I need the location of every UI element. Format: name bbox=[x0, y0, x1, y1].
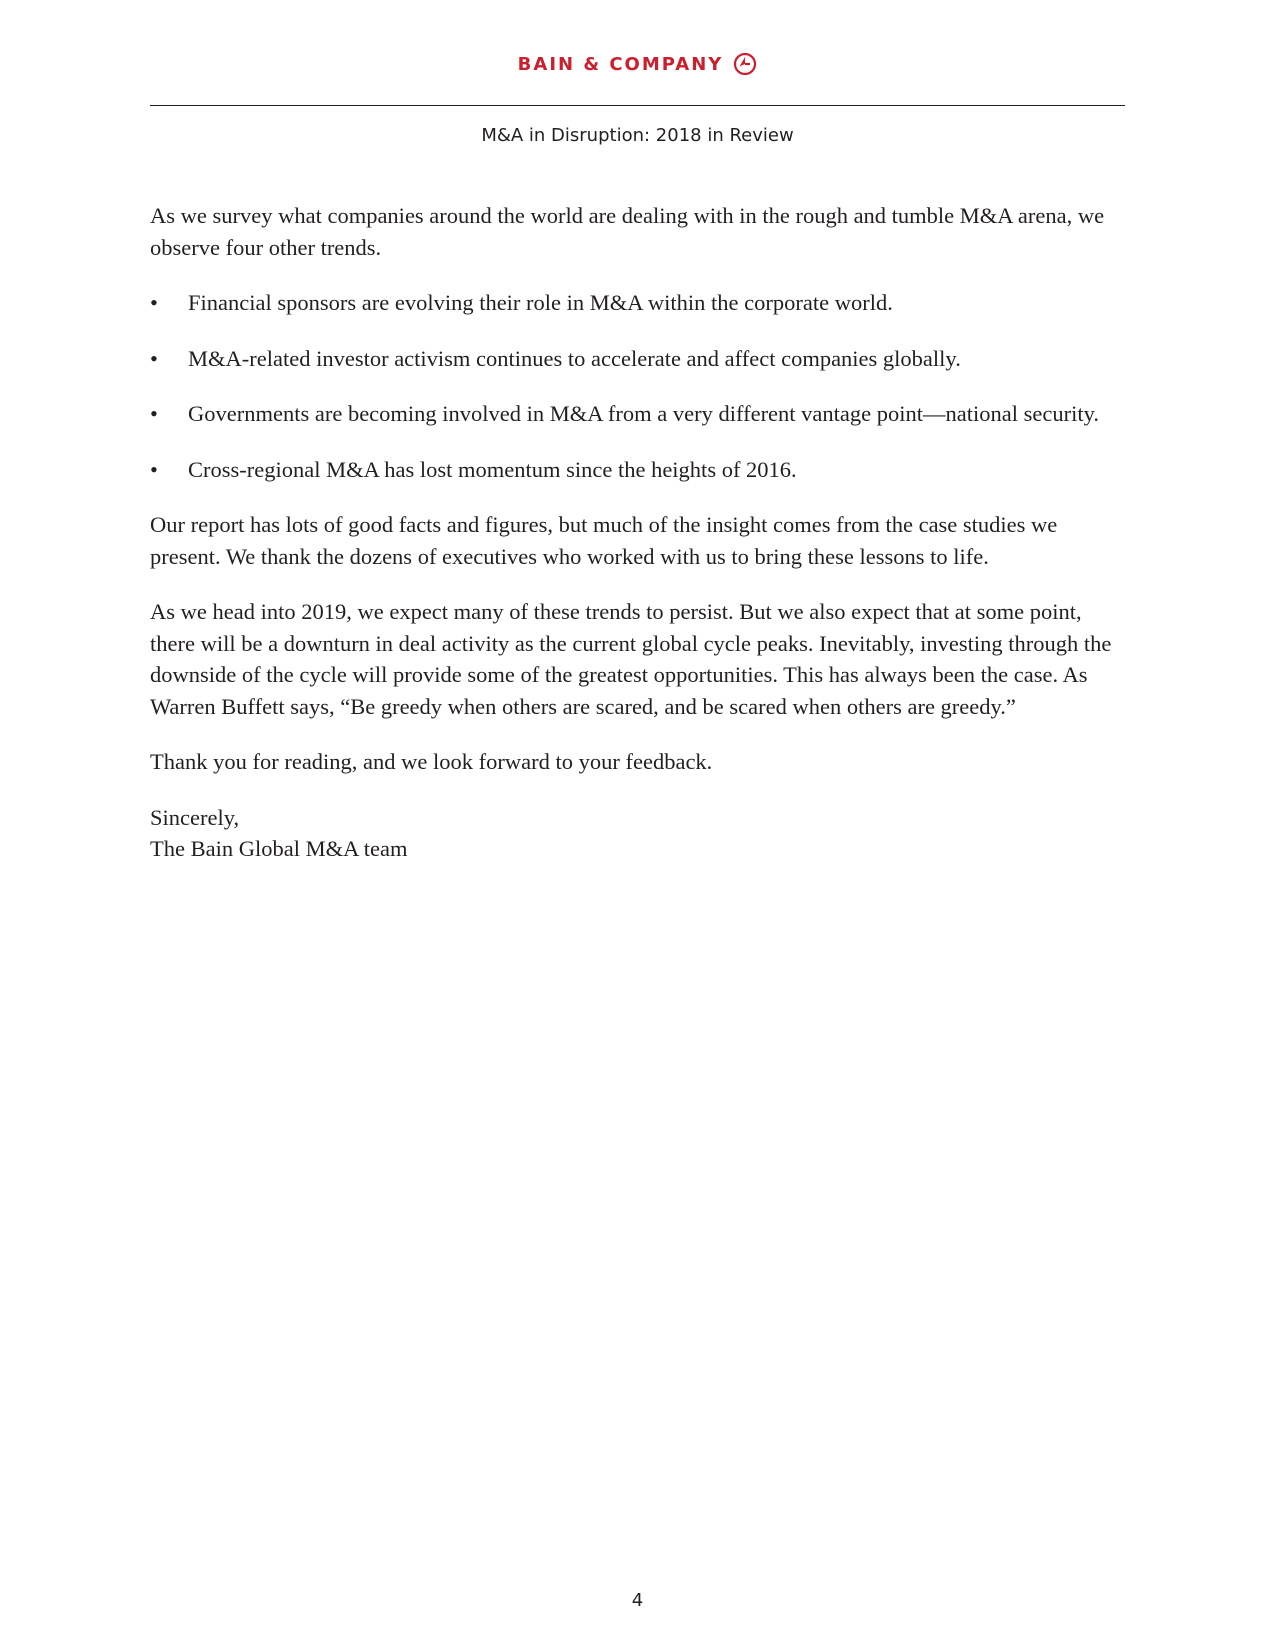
list-item bbox=[150, 343, 1130, 375]
bullet-icon: • bbox=[150, 401, 158, 426]
thanks-paragraph: Thank you for reading, and we look forward to your feedback. bbox=[150, 749, 713, 774]
bullet-icon: • bbox=[150, 290, 158, 315]
list-item-text: M&A-related investor activism continues to accelerate and affect companies globally. bbox=[188, 345, 961, 371]
signoff bbox=[150, 802, 1130, 865]
signature: The Bain Global M&A team bbox=[150, 836, 408, 861]
outlook-paragraph: As we head into 2019, we expect many of these trends to persist. But we also expect that at some point, there will be a downturn in deal activity as the current global cycle peaks. Inevitably, investing through the downside of the cycle will provide some of the greatest opportunities. This has always been the case. As Warren Buffett says, “Be greedy when others are scared, and be scared when others are greedy.” bbox=[150, 599, 1112, 719]
list-item bbox=[150, 454, 1130, 486]
bullet-icon: • bbox=[150, 345, 158, 371]
intro-paragraph: As we survey what companies around the world are dealing with in the rough and tumble M&A arena, we observe four other trends. bbox=[150, 203, 1105, 260]
bullet-icon: • bbox=[150, 456, 158, 482]
page-number: 4 bbox=[631, 1590, 644, 1611]
closing: Sincerely, bbox=[150, 804, 240, 830]
case-studies-paragraph: Our report has lots of good facts and figures, but much of the insight comes from the case studies we present. We thank the dozens of executives who worked with us to bring these lessons to life. bbox=[150, 512, 1058, 569]
trends-list bbox=[150, 287, 1130, 485]
brand-logo bbox=[518, 52, 758, 76]
list-item bbox=[150, 287, 1130, 319]
page-header bbox=[0, 52, 1275, 76]
list-item-text: Governments are becoming involved in M&A from a very different vantage point—national security. bbox=[188, 401, 1099, 426]
brand-name: BAIN & COMPANY bbox=[517, 53, 724, 75]
list-item bbox=[150, 398, 1130, 430]
list-item-text: Financial sponsors are evolving their role in M&A within the corporate world. bbox=[188, 290, 893, 315]
report-subtitle: M&A in Disruption: 2018 in Review bbox=[481, 125, 794, 146]
list-item-text: Cross-regional M&A has lost momentum since the heights of 2016. bbox=[188, 456, 797, 482]
bain-logo-icon bbox=[733, 52, 757, 76]
letter-body bbox=[150, 200, 1130, 865]
header-divider bbox=[150, 105, 1125, 106]
